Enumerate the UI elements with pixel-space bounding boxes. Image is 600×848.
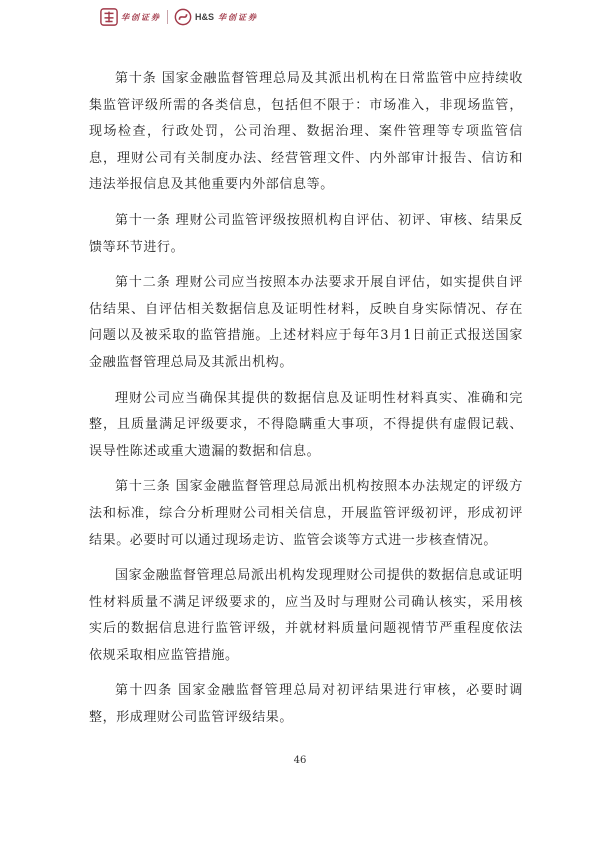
paragraph-article-13-cont: 国家金融监督管理总局派出机构发现理财公司提供的数据信息或证明性材料质量不满足评级要求的，应当及时与理财公司确认核实，采用核实后的数据信息进行监管评级，并就材料质量问题视情节严重程度依法依规采取相应监管措施。 [89,568,524,663]
huachuang-seal-icon [100,8,118,26]
document-body [89,66,523,741]
hs-swirl-icon [174,8,192,26]
logo-hs-name: 华创证券 [218,12,259,22]
logo-hs-en: H&S [195,12,215,22]
page-header [100,4,258,30]
logo-huachuang-name: 华创证券 [121,12,161,22]
paragraph-article-12-cont: 理财公司应当确保其提供的数据信息及证明性材料真实、准确和完整，且质量满足评级要求，不得隐瞒重大事项，不得提供有虚假记载、误导性陈述或重大遗漏的数据和信息。 [89,390,523,459]
paragraph-article-13: 第十三条 国家金融监督管理总局派出机构按照本办法规定的评级方法和标准，综合分析理财公司相关信息，开展监管评级初评，形成初评结果。必要时可以通过现场走访、监管会谈等方式进一步核查情况。 [89,479,523,548]
page-number: 46 [293,755,307,766]
paragraph-article-11: 第十一条 理财公司监管评级按照机构自评估、初评、审核、结果反馈等环节进行。 [89,212,523,255]
logo-hs [174,8,258,26]
paragraph-article-10: 第十条 国家金融监督管理总局及其派出机构在日常监管中应持续收集监管评级所需的各类信息，包括但不限于：市场准入，非现场监管，现场检查，行政处罚，公司治理、数据治理、案件管理等专项监管信息，理财公司有关制度办法、经营管理文件、内外部审计报告、信访和违法举报信息及其他重要内外部信息等。 [89,71,523,193]
logo-huachuang [100,8,161,26]
paragraph-article-12: 第十二条 理财公司应当按照本办法要求开展自评估，如实提供自评估结果、自评估相关数据信息及证明性材料，反映自身实际情况、存在问题以及被采取的监管措施。上述材料应于每年3月1日前正式报送国家金融监督管理总局及其派出机构。 [89,275,523,370]
header-divider [167,10,168,24]
paragraph-article-14: 第十四条 国家金融监督管理总局对初评结果进行审核，必要时调整，形成理财公司监管评级结果。 [89,683,523,726]
